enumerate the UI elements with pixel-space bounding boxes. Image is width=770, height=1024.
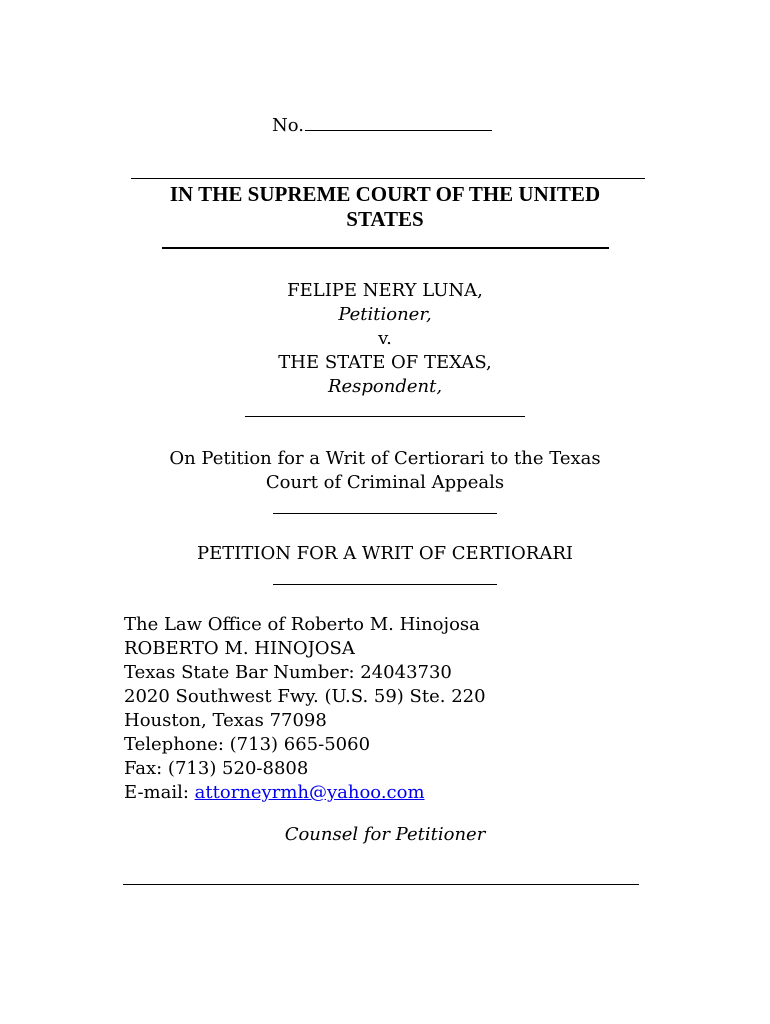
- attorney-name: ROBERTO M. HINOJOSA: [124, 638, 355, 659]
- counsel-block: [124, 613, 486, 805]
- address-line-2: Houston, Texas 77098: [124, 710, 327, 731]
- law-office: The Law Office of Roberto M. Hinojosa: [124, 614, 480, 635]
- docket-label: No.: [272, 115, 304, 136]
- document-title: PETITION FOR A WRIT OF CERTIORARI: [196, 543, 574, 564]
- docket-number-line: [272, 114, 492, 137]
- counsel-role: Counsel for Petitioner: [284, 824, 486, 845]
- email-line: [124, 781, 486, 805]
- divider-petition-on: [273, 513, 497, 514]
- court-name-line-1: IN THE SUPREME COURT OF THE UNITED: [169, 182, 601, 206]
- divider-title: [273, 584, 497, 585]
- petition-on-line-2: Court of Criminal Appeals: [265, 472, 505, 493]
- respondent-role: Respondent,: [327, 376, 443, 397]
- address-line-1: 2020 Southwest Fwy. (U.S. 59) Ste. 220: [124, 686, 486, 707]
- versus: v.: [378, 328, 392, 349]
- petitioner-name: FELIPE NERY LUNA,: [287, 280, 483, 301]
- respondent-name: THE STATE OF TEXAS,: [278, 352, 492, 373]
- bar-number: Texas State Bar Number: 24043730: [124, 662, 452, 683]
- court-name-line-2: STATES: [346, 207, 424, 231]
- fax: Fax: (713) 520-8808: [124, 758, 309, 779]
- divider-bottom: [123, 884, 639, 885]
- email-label: E-mail:: [124, 782, 195, 803]
- divider-top: [131, 178, 645, 179]
- divider-parties: [245, 416, 525, 417]
- email-link[interactable]: attorneyrmh@yahoo.com: [194, 782, 425, 803]
- docket-number-blank: [305, 114, 492, 131]
- telephone: Telephone: (713) 665-5060: [124, 734, 371, 755]
- petition-on-line-1: On Petition for a Writ of Certiorari to the Texas: [169, 448, 601, 469]
- petitioner-role: Petitioner,: [338, 304, 432, 325]
- divider-court: [162, 247, 609, 249]
